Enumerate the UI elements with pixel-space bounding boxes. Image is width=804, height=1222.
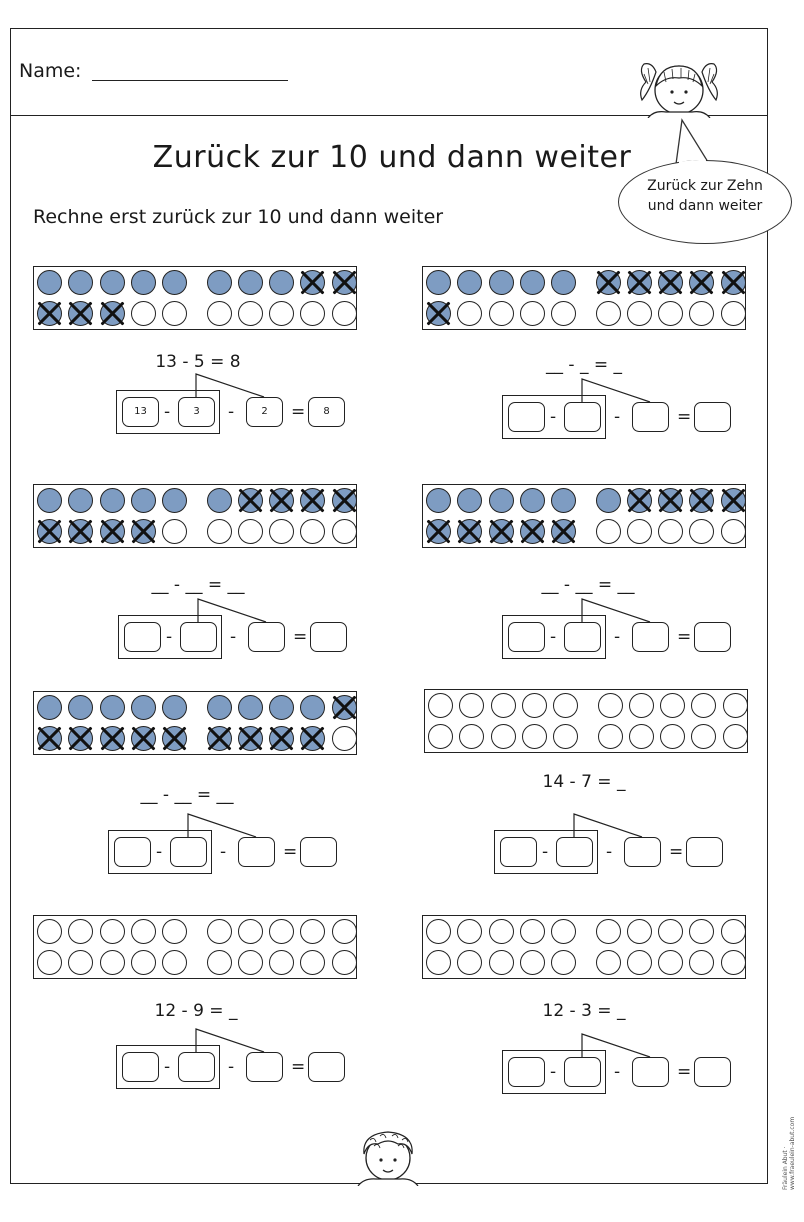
credit-text: Fräulein Abut · www.fraeulein-abut.com [782, 1116, 796, 1190]
counter-dot[interactable] [131, 270, 156, 295]
answer-box-start[interactable] [122, 1052, 159, 1082]
answer-box-start[interactable] [508, 1057, 545, 1087]
answer-box-result[interactable] [308, 1052, 345, 1082]
counter-dot[interactable] [37, 726, 62, 751]
counter-dot[interactable] [131, 488, 156, 513]
minus-sign: - [220, 842, 227, 862]
twenty-rack [422, 915, 746, 979]
counter-dot[interactable] [721, 301, 746, 326]
counter-dot[interactable] [207, 950, 232, 975]
counter-dot[interactable] [332, 519, 357, 544]
counter-dot[interactable] [269, 726, 294, 751]
minus-sign: - [614, 407, 621, 427]
counter-dot[interactable] [660, 693, 685, 718]
counter-dot[interactable] [426, 301, 451, 326]
counter-dot[interactable] [68, 950, 93, 975]
answer-box-start[interactable] [124, 622, 161, 652]
equals-sign: = [677, 627, 692, 647]
counter-dot[interactable] [489, 301, 514, 326]
counter-dot[interactable] [332, 301, 357, 326]
counter-dot[interactable] [520, 919, 545, 944]
name-label: Name: [19, 60, 82, 82]
minus-sign: - [550, 407, 557, 427]
equals-sign: = [669, 842, 684, 862]
counter-dot[interactable] [489, 488, 514, 513]
counter-dot[interactable] [426, 919, 451, 944]
counter-dot[interactable] [238, 695, 263, 720]
counter-dot[interactable] [551, 950, 576, 975]
counter-dot[interactable] [37, 270, 62, 295]
counter-dot[interactable] [68, 695, 93, 720]
counter-dot[interactable] [332, 919, 357, 944]
counter-dot[interactable] [207, 301, 232, 326]
counter-dot[interactable] [300, 270, 325, 295]
twenty-rack [33, 484, 357, 548]
counter-dot[interactable] [520, 270, 545, 295]
counter-dot[interactable] [551, 919, 576, 944]
counter-dot[interactable] [100, 695, 125, 720]
answer-box-step1[interactable] [564, 1057, 601, 1087]
counter-dot[interactable] [627, 488, 652, 513]
counter-dot[interactable] [100, 726, 125, 751]
counter-dot[interactable] [658, 950, 683, 975]
counter-dot[interactable] [162, 726, 187, 751]
counter-dot[interactable] [162, 519, 187, 544]
counter-dot[interactable] [332, 270, 357, 295]
answer-box-start[interactable] [508, 402, 545, 432]
counter-dot[interactable] [238, 270, 263, 295]
equals-sign: = [283, 842, 298, 862]
counter-dot[interactable] [207, 519, 232, 544]
equation-text: __ - __ = __ [151, 575, 245, 595]
answer-box-step2[interactable] [238, 837, 275, 867]
answer-box-step1[interactable] [170, 837, 207, 867]
counter-dot[interactable] [162, 301, 187, 326]
minus-sign: - [164, 1057, 171, 1077]
counter-dot[interactable] [131, 301, 156, 326]
equals-sign: = [293, 627, 308, 647]
counter-dot[interactable] [660, 724, 685, 749]
counter-dot[interactable] [238, 726, 263, 751]
worksheet-title: Zurück zur 10 und dann weiter [152, 140, 632, 175]
counter-dot[interactable] [658, 919, 683, 944]
counter-dot[interactable] [269, 519, 294, 544]
answer-box-step2[interactable] [632, 1057, 669, 1087]
counter-dot[interactable] [37, 950, 62, 975]
counter-dot[interactable] [238, 950, 263, 975]
counter-dot[interactable] [131, 695, 156, 720]
counter-dot[interactable] [332, 695, 357, 720]
minus-sign: - [228, 402, 235, 422]
minus-sign: - [228, 1057, 235, 1077]
girl-character-icon [634, 60, 724, 118]
twenty-rack [422, 266, 746, 330]
counter-dot[interactable] [457, 519, 482, 544]
counter-dot[interactable] [100, 919, 125, 944]
counter-dot[interactable] [627, 919, 652, 944]
equals-sign: = [291, 1057, 306, 1077]
equation-text: 12 - 3 = _ [542, 1001, 626, 1021]
twenty-rack [33, 266, 357, 330]
minus-sign: - [230, 627, 237, 647]
counter-dot[interactable] [300, 695, 325, 720]
counter-dot[interactable] [269, 695, 294, 720]
minus-sign: - [550, 1062, 557, 1082]
equals-sign: = [677, 1062, 692, 1082]
counter-dot[interactable] [629, 693, 654, 718]
counter-dot[interactable] [131, 726, 156, 751]
answer-box-step1[interactable] [564, 622, 601, 652]
counter-dot[interactable] [658, 519, 683, 544]
counter-dot[interactable] [721, 950, 746, 975]
minus-sign: - [166, 627, 173, 647]
answer-box-step1[interactable] [178, 1052, 215, 1082]
answer-box-result[interactable] [694, 622, 731, 652]
speech-bubble [618, 160, 792, 244]
twenty-rack [424, 689, 748, 753]
equation-text: __ - __ = __ [140, 785, 234, 805]
counter-dot[interactable] [721, 270, 746, 295]
counter-dot[interactable] [553, 724, 578, 749]
counter-dot[interactable] [269, 488, 294, 513]
name-field[interactable] [92, 80, 288, 81]
counter-dot[interactable] [689, 919, 714, 944]
counter-dot[interactable] [627, 950, 652, 975]
counter-dot[interactable] [689, 950, 714, 975]
counter-dot[interactable] [691, 724, 716, 749]
counter-dot[interactable] [68, 919, 93, 944]
counter-dot[interactable] [689, 519, 714, 544]
counter-dot[interactable] [207, 726, 232, 751]
counter-dot[interactable] [162, 270, 187, 295]
counter-dot[interactable] [689, 301, 714, 326]
counter-dot[interactable] [457, 950, 482, 975]
counter-dot[interactable] [598, 693, 623, 718]
equation-text: __ - _ = _ [546, 355, 622, 375]
counter-dot[interactable] [207, 919, 232, 944]
counter-dot[interactable] [68, 519, 93, 544]
counter-dot[interactable] [426, 488, 451, 513]
counter-dot[interactable] [426, 950, 451, 975]
counter-dot[interactable] [658, 301, 683, 326]
counter-dot[interactable] [100, 301, 125, 326]
counter-dot[interactable] [37, 488, 62, 513]
counter-dot[interactable] [238, 488, 263, 513]
counter-dot[interactable] [207, 270, 232, 295]
counter-dot[interactable] [627, 519, 652, 544]
counter-dot[interactable] [723, 724, 748, 749]
counter-dot[interactable] [596, 519, 621, 544]
counter-dot[interactable] [551, 270, 576, 295]
counter-dot[interactable] [489, 270, 514, 295]
counter-dot[interactable] [723, 693, 748, 718]
counter-dot[interactable] [457, 301, 482, 326]
equation-text: 12 - 9 = _ [154, 1001, 238, 1021]
counter-dot[interactable] [68, 488, 93, 513]
counter-dot[interactable] [459, 724, 484, 749]
counter-dot[interactable] [689, 488, 714, 513]
answer-box-start[interactable] [500, 837, 537, 867]
equals-sign: = [291, 402, 306, 422]
twenty-rack [33, 691, 357, 755]
counter-dot[interactable] [300, 301, 325, 326]
answer-box-step1[interactable] [556, 837, 593, 867]
answer-box-step2[interactable] [624, 837, 661, 867]
counter-dot[interactable] [238, 919, 263, 944]
counter-dot[interactable] [629, 724, 654, 749]
counter-dot[interactable] [522, 693, 547, 718]
counter-dot[interactable] [269, 301, 294, 326]
counter-dot[interactable] [131, 919, 156, 944]
counter-dot[interactable] [459, 693, 484, 718]
answer-box-step1[interactable] [180, 622, 217, 652]
counter-dot[interactable] [689, 270, 714, 295]
counter-dot[interactable] [596, 950, 621, 975]
counter-dot[interactable] [596, 270, 621, 295]
counter-dot[interactable] [627, 270, 652, 295]
counter-dot[interactable] [721, 519, 746, 544]
counter-dot[interactable] [522, 724, 547, 749]
minus-sign: - [156, 842, 163, 862]
counter-dot[interactable] [131, 950, 156, 975]
equation-text: __ - __ = __ [541, 575, 635, 595]
counter-dot[interactable] [100, 950, 125, 975]
counter-dot[interactable] [269, 919, 294, 944]
equation-text: 13 - 5 = 8 [155, 352, 241, 372]
counter-dot[interactable] [100, 488, 125, 513]
answer-box-result[interactable] [300, 837, 337, 867]
counter-dot[interactable] [520, 519, 545, 544]
counter-dot[interactable] [37, 919, 62, 944]
answer-box-start[interactable] [508, 622, 545, 652]
counter-dot[interactable] [207, 488, 232, 513]
answer-box-step2[interactable] [632, 402, 669, 432]
counter-dot[interactable] [489, 519, 514, 544]
equals-sign: = [677, 407, 692, 427]
counter-dot[interactable] [300, 488, 325, 513]
counter-dot[interactable] [596, 301, 621, 326]
counter-dot[interactable] [207, 695, 232, 720]
bubble-line-1: Zurück zur Zehn [647, 178, 763, 194]
twenty-rack [422, 484, 746, 548]
counter-dot[interactable] [426, 270, 451, 295]
counter-dot[interactable] [37, 695, 62, 720]
counter-dot[interactable] [332, 726, 357, 751]
counter-dot[interactable] [428, 724, 453, 749]
counter-dot[interactable] [100, 270, 125, 295]
minus-sign: - [606, 842, 613, 862]
counter-dot[interactable] [721, 488, 746, 513]
answer-box-result[interactable]: 8 [308, 397, 345, 427]
counter-dot[interactable] [457, 919, 482, 944]
answer-box-step2[interactable] [248, 622, 285, 652]
minus-sign: - [542, 842, 549, 862]
answer-box-start[interactable]: 13 [122, 397, 159, 427]
counter-dot[interactable] [428, 693, 453, 718]
counter-dot[interactable] [269, 270, 294, 295]
counter-dot[interactable] [162, 695, 187, 720]
counter-dot[interactable] [551, 488, 576, 513]
counter-dot[interactable] [162, 950, 187, 975]
counter-dot[interactable] [658, 270, 683, 295]
counter-dot[interactable] [332, 488, 357, 513]
counter-dot[interactable] [491, 724, 516, 749]
counter-dot[interactable] [332, 950, 357, 975]
counter-dot[interactable] [68, 726, 93, 751]
answer-box-step2[interactable] [632, 622, 669, 652]
counter-dot[interactable] [131, 519, 156, 544]
minus-sign: - [550, 627, 557, 647]
counter-dot[interactable] [489, 919, 514, 944]
counter-dot[interactable] [553, 693, 578, 718]
counter-dot[interactable] [691, 693, 716, 718]
counter-dot[interactable] [596, 919, 621, 944]
minus-sign: - [164, 402, 171, 422]
counter-dot[interactable] [238, 301, 263, 326]
minus-sign: - [614, 1062, 621, 1082]
counter-dot[interactable] [68, 301, 93, 326]
counter-dot[interactable] [520, 488, 545, 513]
counter-dot[interactable] [300, 519, 325, 544]
counter-dot[interactable] [300, 919, 325, 944]
answer-box-start[interactable] [114, 837, 151, 867]
counter-dot[interactable] [100, 519, 125, 544]
answer-box-step1[interactable] [564, 402, 601, 432]
answer-box-step2[interactable]: 2 [246, 397, 283, 427]
counter-dot[interactable] [658, 488, 683, 513]
counter-dot[interactable] [269, 950, 294, 975]
counter-dot[interactable] [300, 726, 325, 751]
twenty-rack [33, 915, 357, 979]
counter-dot[interactable] [426, 519, 451, 544]
instruction-text: Rechne erst zurück zur 10 und dann weiter [33, 206, 444, 228]
counter-dot[interactable] [162, 919, 187, 944]
counter-dot[interactable] [598, 724, 623, 749]
counter-dot[interactable] [721, 919, 746, 944]
child-character-icon [352, 1128, 424, 1186]
counter-dot[interactable] [300, 950, 325, 975]
answer-box-result[interactable] [686, 837, 723, 867]
bubble-line-2: und dann weiter [647, 198, 763, 214]
counter-dot[interactable] [238, 519, 263, 544]
counter-dot[interactable] [551, 301, 576, 326]
counter-dot[interactable] [491, 693, 516, 718]
counter-dot[interactable] [162, 488, 187, 513]
counter-dot[interactable] [520, 950, 545, 975]
counter-dot[interactable] [596, 488, 621, 513]
counter-dot[interactable] [37, 519, 62, 544]
counter-dot[interactable] [520, 301, 545, 326]
equation-text: 14 - 7 = _ [542, 772, 626, 792]
answer-box-step1[interactable]: 3 [178, 397, 215, 427]
minus-sign: - [614, 627, 621, 647]
counter-dot[interactable] [457, 270, 482, 295]
counter-dot[interactable] [457, 488, 482, 513]
counter-dot[interactable] [627, 301, 652, 326]
counter-dot[interactable] [68, 270, 93, 295]
answer-box-step2[interactable] [246, 1052, 283, 1082]
answer-box-result[interactable] [310, 622, 347, 652]
counter-dot[interactable] [551, 519, 576, 544]
answer-box-result[interactable] [694, 1057, 731, 1087]
counter-dot[interactable] [489, 950, 514, 975]
answer-box-result[interactable] [694, 402, 731, 432]
counter-dot[interactable] [37, 301, 62, 326]
